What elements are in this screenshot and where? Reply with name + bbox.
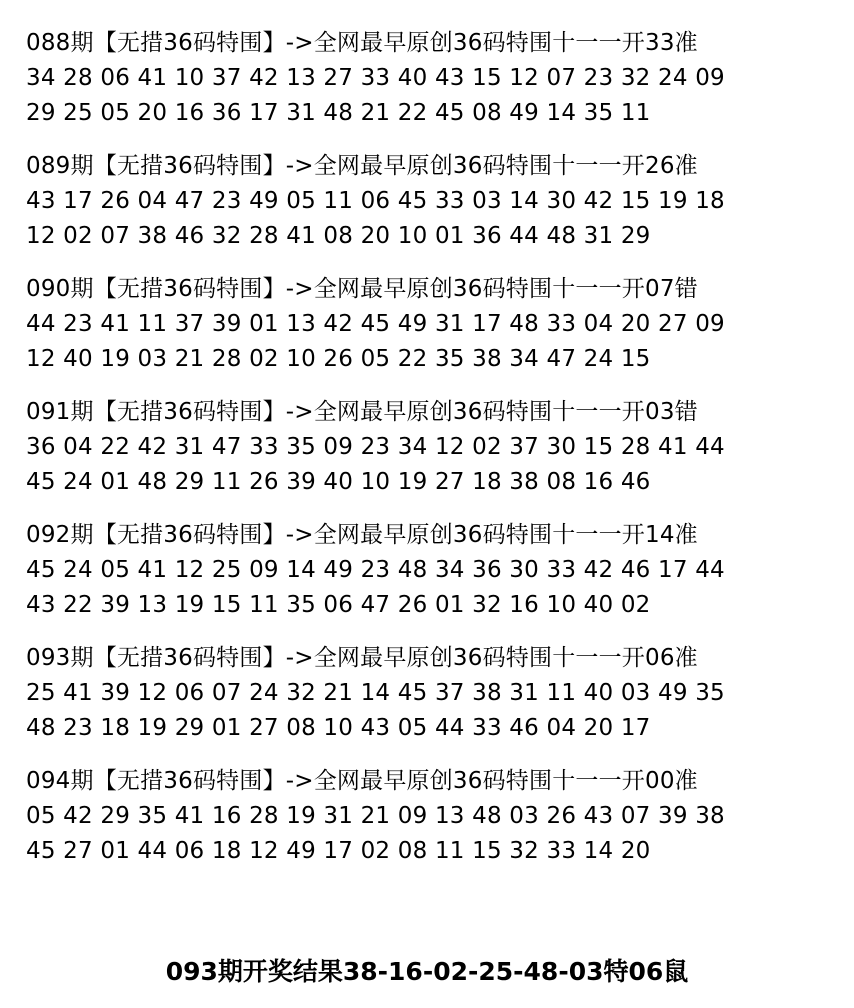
number-row: 29 25 05 20 16 36 17 31 48 21 22 45 08 49 14 35 11 <box>26 100 651 126</box>
record-block-090 <box>26 272 826 377</box>
number-row: 45 24 01 48 29 11 26 39 40 10 19 27 18 38 08 16 46 <box>26 469 651 495</box>
number-row: 45 27 01 44 06 18 12 49 17 02 08 11 15 32 33 14 20 <box>26 838 651 864</box>
number-row: 05 42 29 35 41 16 28 19 31 21 09 13 48 03 26 43 07 39 38 <box>26 803 725 829</box>
prediction-list <box>26 26 826 887</box>
record-header: 090期【无措36码特围】->全网最早原创36码特围十一一开07错 <box>26 276 698 302</box>
record-block-094 <box>26 764 826 869</box>
number-row: 45 24 05 41 12 25 09 14 49 23 48 34 36 30 33 42 46 17 44 <box>26 557 725 583</box>
record-header: 093期【无措36码特围】->全网最早原创36码特围十一一开06准 <box>26 645 698 671</box>
number-row: 43 22 39 13 19 15 11 35 06 47 26 01 32 16 10 40 02 <box>26 592 651 618</box>
number-row: 36 04 22 42 31 47 33 35 09 23 34 12 02 37 30 15 28 41 44 <box>26 434 725 460</box>
record-header: 094期【无措36码特围】->全网最早原创36码特围十一一开00准 <box>26 768 698 794</box>
number-row: 34 28 06 41 10 37 42 13 27 33 40 43 15 12 07 23 32 24 09 <box>26 65 725 91</box>
record-block-088 <box>26 26 826 131</box>
record-block-093 <box>26 641 826 746</box>
number-row: 44 23 41 11 37 39 01 13 42 45 49 31 17 48 33 04 20 27 09 <box>26 311 725 337</box>
number-row: 12 40 19 03 21 28 02 10 26 05 22 35 38 34 47 24 15 <box>26 346 651 372</box>
record-block-091 <box>26 395 826 500</box>
draw-result-footer: 093期开奖结果38-16-02-25-48-03特06鼠 <box>165 957 689 986</box>
record-block-089 <box>26 149 826 254</box>
record-block-092 <box>26 518 826 623</box>
number-row: 12 02 07 38 46 32 28 41 08 20 10 01 36 44 48 31 29 <box>26 223 651 249</box>
number-row: 43 17 26 04 47 23 49 05 11 06 45 33 03 14 30 42 15 19 18 <box>26 188 725 214</box>
record-header: 092期【无措36码特围】->全网最早原创36码特围十一一开14准 <box>26 522 698 548</box>
number-row: 25 41 39 12 06 07 24 32 21 14 45 37 38 31 11 40 03 49 35 <box>26 680 725 706</box>
record-header: 088期【无措36码特围】->全网最早原创36码特围十一一开33准 <box>26 30 698 56</box>
record-header: 089期【无措36码特围】->全网最早原创36码特围十一一开26准 <box>26 153 698 179</box>
record-header: 091期【无措36码特围】->全网最早原创36码特围十一一开03错 <box>26 399 698 425</box>
number-row: 48 23 18 19 29 01 27 08 10 43 05 44 33 46 04 20 17 <box>26 715 651 741</box>
